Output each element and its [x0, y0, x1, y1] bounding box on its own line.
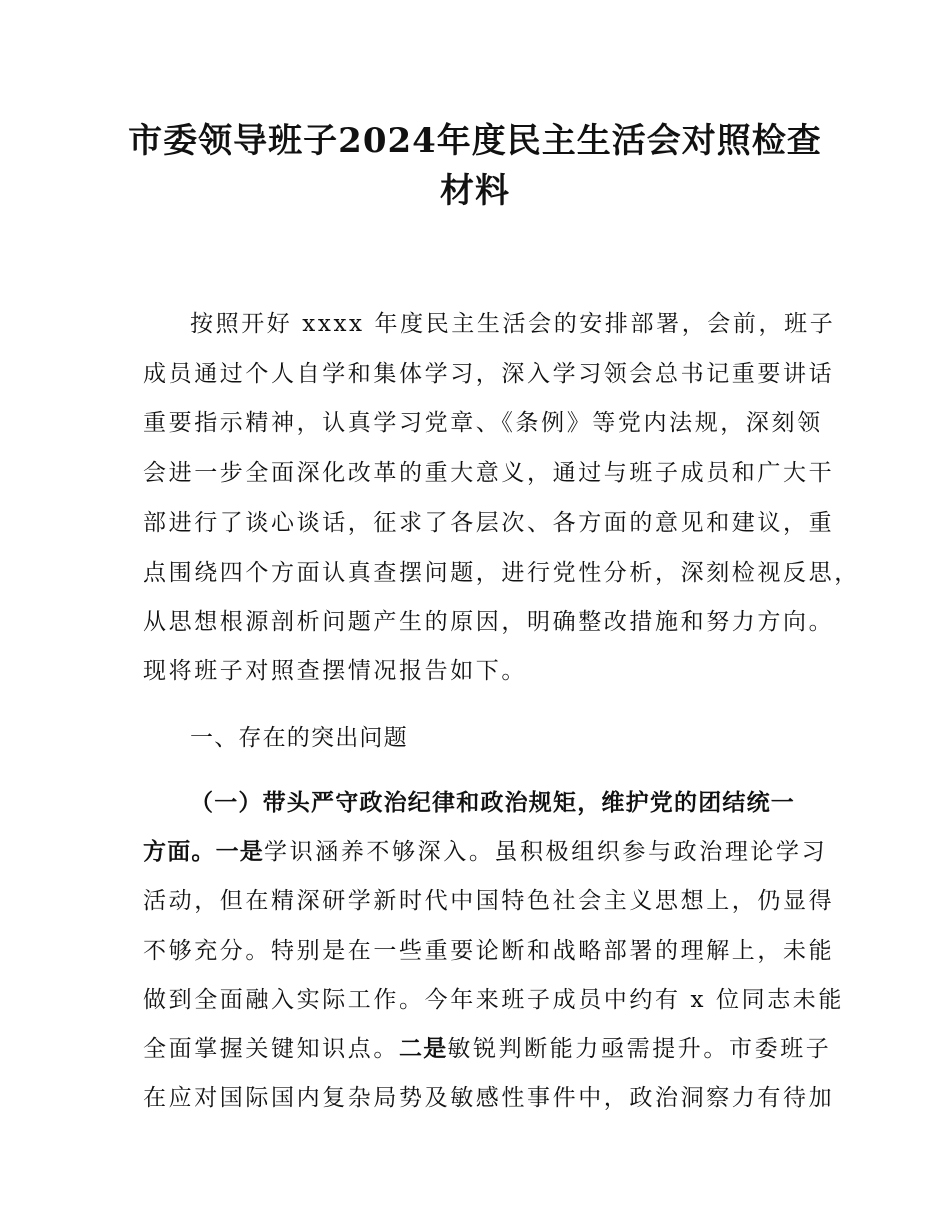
intro-line: 重要指示精神，认真学习党章、《条例》等党内法规，深刻领 — [143, 410, 823, 436]
intro-line: 按照开好 xxxx 年度民主生活会的安排部署，会前，班子 — [190, 311, 836, 337]
body-text: 学识涵养不够深入。虽积极组织参与政治理论学习 — [264, 839, 828, 865]
body-line — [143, 837, 833, 867]
intro-line: 部进行了谈心谈话，征求了各层次、各方面的意见和建议，重 — [143, 510, 835, 536]
body-line: 活动，但在精深研学新时代中国特色社会主义思想上，仍显得 — [143, 888, 835, 914]
subsection-heading-end: 方面。 — [143, 839, 216, 865]
body-line: 做到全面融入实际工作。今年来班子成员中约有 x 位同志未能 — [143, 987, 844, 1013]
section-heading: 一、存在的突出问题 — [190, 725, 408, 751]
intro-line: 现将班子对照查摆情况报告如下。 — [143, 658, 527, 684]
intro-line: 成员通过个人自学和集体学习，深入学习领会总书记重要讲话 — [143, 361, 835, 387]
body-line: 不够充分。特别是在一些重要论断和战略部署的理解上，未能 — [143, 938, 835, 964]
intro-line: 会进一步全面深化改革的重大意义，通过与班子成员和广大干 — [143, 460, 835, 486]
body-text: 敏锐判断能力亟需提升。市委班子 — [447, 1036, 832, 1062]
subsection-heading: （一）带头严守政治纪律和政治规矩，维护党的团结统一 — [190, 790, 795, 816]
point-marker: 二是 — [399, 1036, 448, 1062]
document-title: 市委领导班子2024年度民主生活会对照检查 — [128, 121, 822, 161]
intro-line: 点围绕四个方面认真查摆问题，进行党性分析，深刻检视反思， — [143, 560, 860, 586]
point-marker: 一是 — [215, 839, 265, 865]
intro-line: 从思想根源剖析问题产生的原因，明确整改措施和努力方向。 — [143, 609, 835, 635]
document-title-continued: 材料 — [440, 171, 510, 211]
body-line — [143, 1034, 833, 1064]
body-line: 在应对国际国内复杂局势及敏感性事件中，政治洞察力有待加 — [143, 1085, 835, 1111]
body-text: 全面掌握关键知识点。 — [143, 1036, 399, 1062]
